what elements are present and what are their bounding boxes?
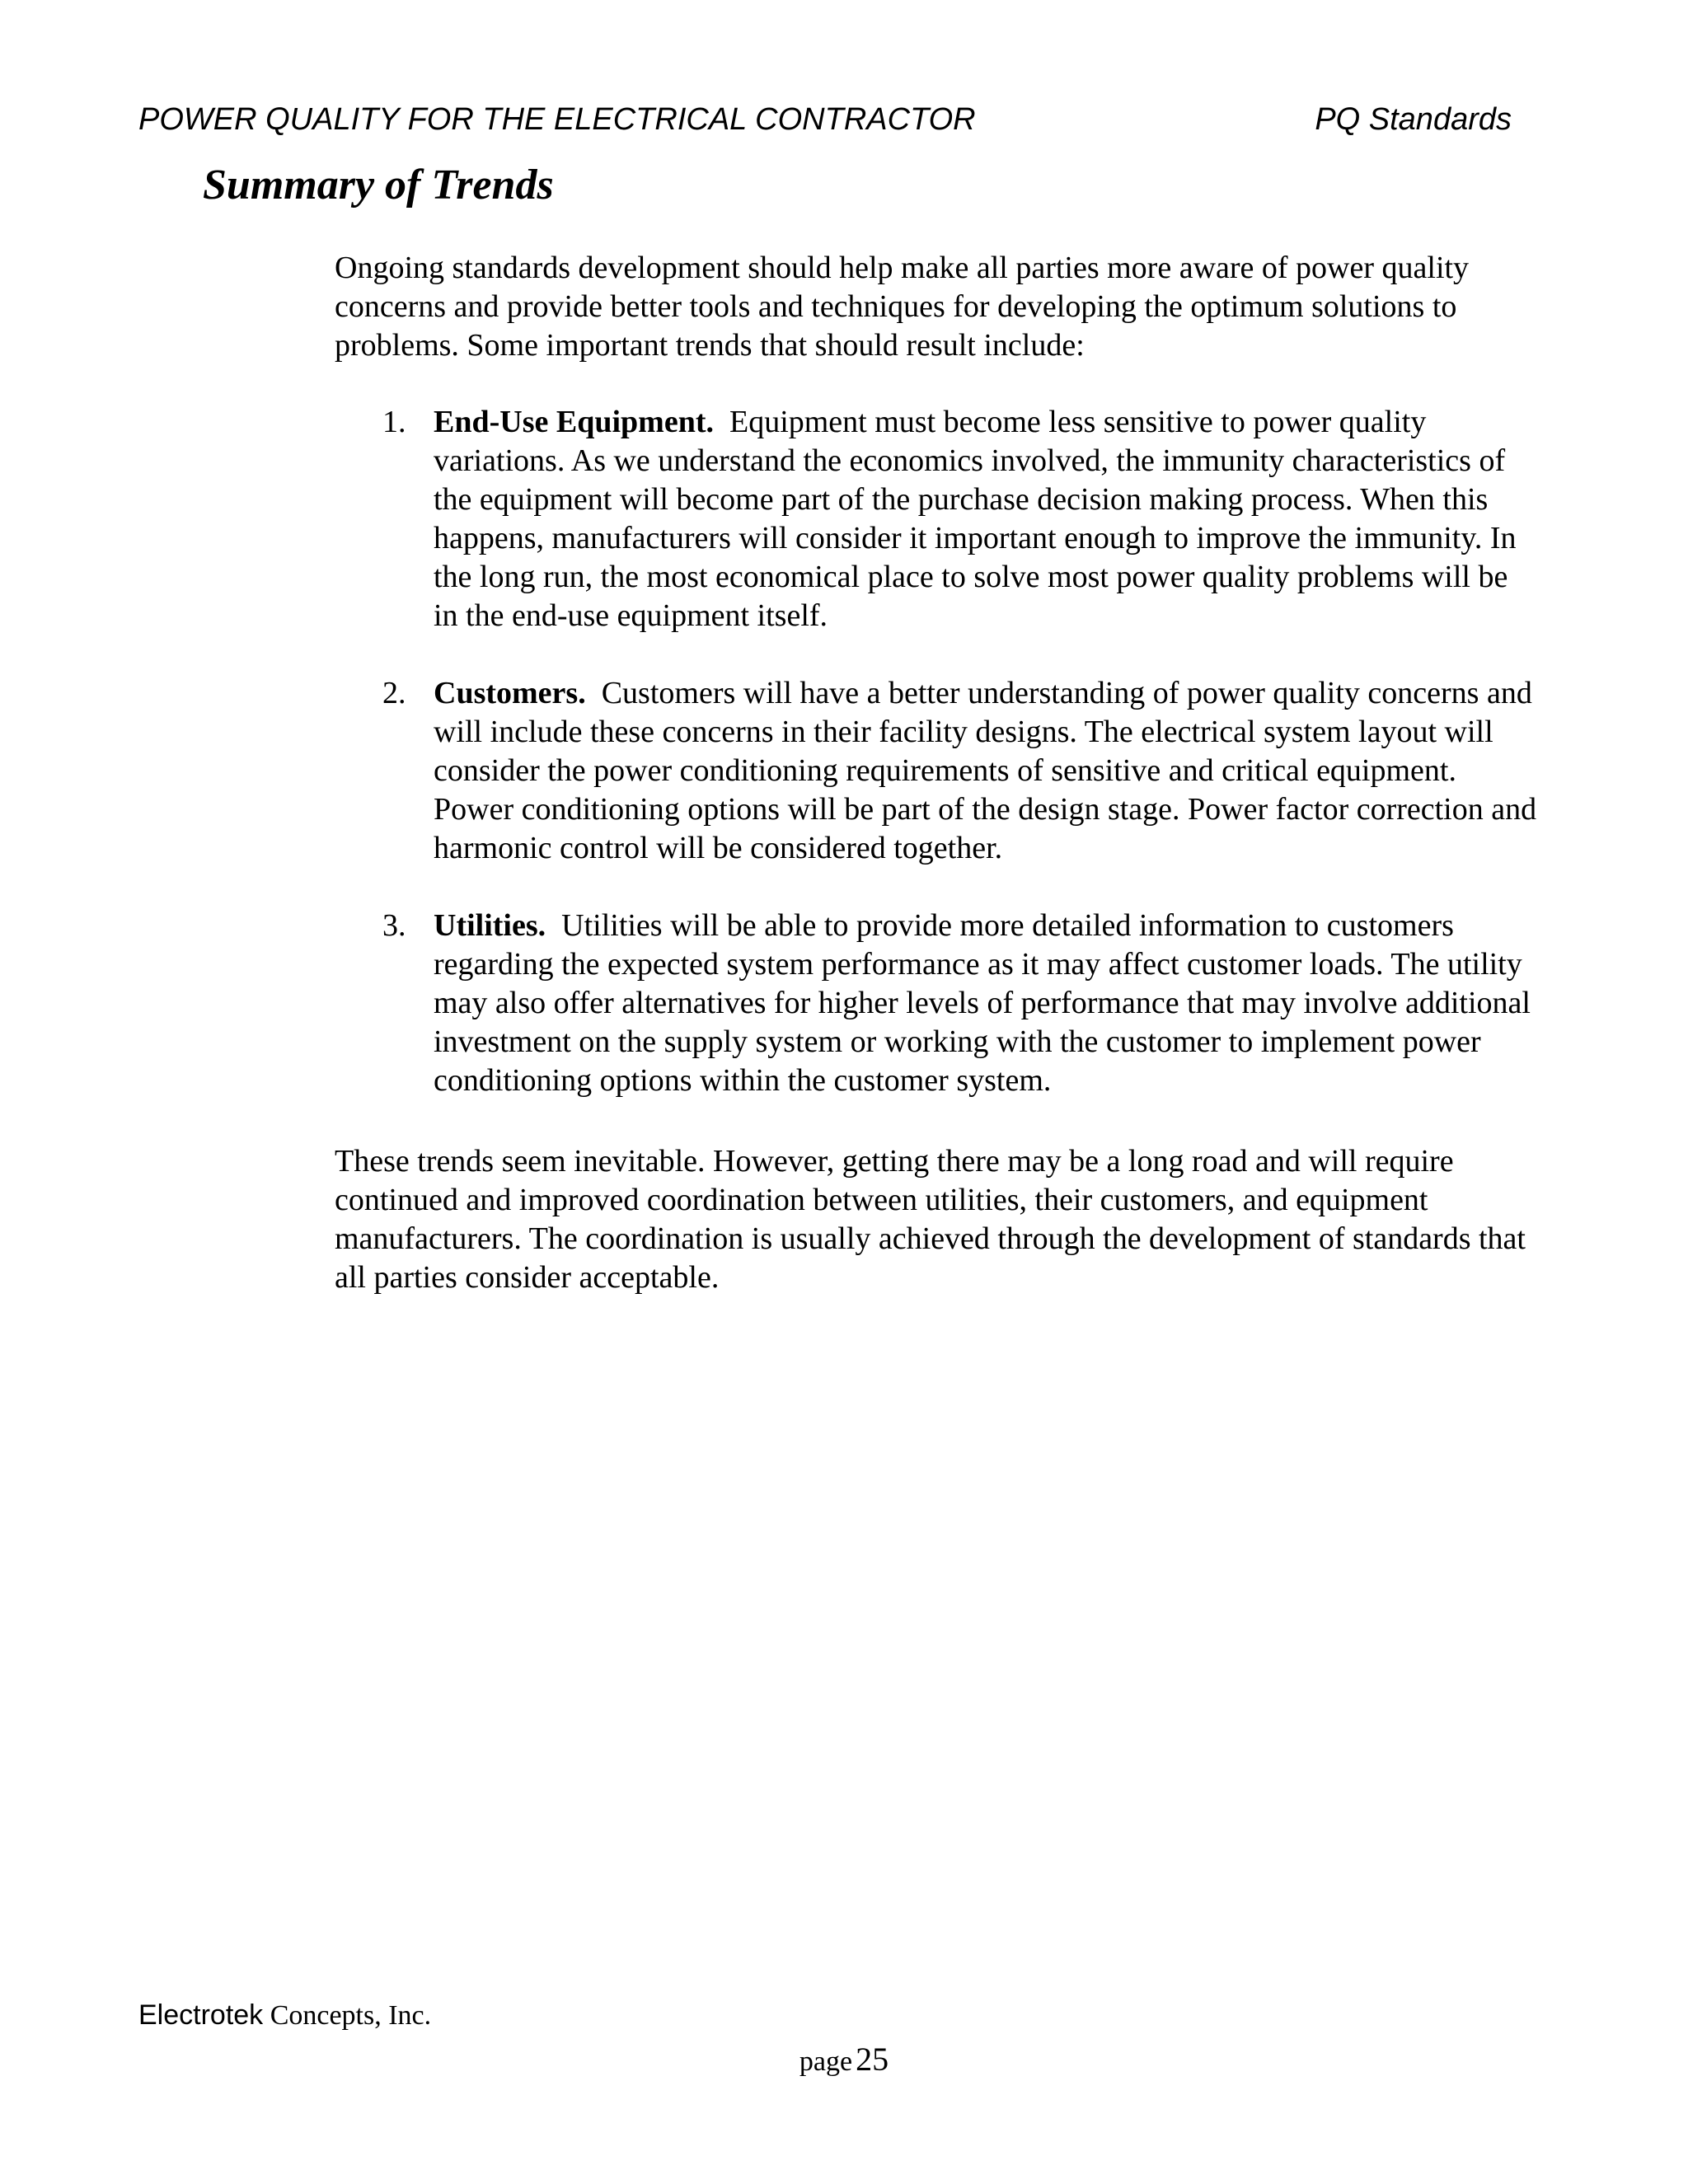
trend-item-utilities bbox=[335, 907, 1538, 1100]
trend-text: Equipment must become less sensitive to power quality variations. As we understand the economics involved, the immunity characteristics of the equipment will become part of the purchase decision making process. When this happens, manufacturers will consider it important enough to improve the immunity. In the long run, the most economical place to solve most power quality problems will be in the end-use equipment itself. bbox=[434, 405, 1517, 633]
footer-company bbox=[138, 1996, 431, 2035]
trend-lead: Customers. bbox=[434, 676, 586, 710]
trend-lead: Utilities. bbox=[434, 908, 546, 943]
trend-number: 2. bbox=[382, 676, 406, 710]
page-word: page bbox=[799, 2046, 853, 2077]
company-suffix: Concepts, Inc. bbox=[270, 2000, 432, 2031]
document-title: POWER QUALITY FOR THE ELECTRICAL CONTRACTOR bbox=[138, 102, 976, 137]
section-name: PQ Standards bbox=[1315, 102, 1512, 137]
trend-number: 1. bbox=[382, 405, 406, 439]
trend-number: 3. bbox=[382, 908, 406, 943]
section-heading: Summary of Trends bbox=[203, 162, 554, 209]
trend-text: Customers will have a better understanding of power quality concerns and will include these concerns in their facility designs. The electrical system layout will consider the power conditioning requirements of sensitive and critical equipment. Power conditioning options will be part of the design stage. Power factor correction and harmonic control will be considered together. bbox=[434, 676, 1537, 865]
running-header bbox=[138, 97, 1512, 142]
intro-paragraph: Ongoing standards development should help make all parties more aware of power quality concerns and provide better tools and techniques for developing the optimum solutions to problems. Some important trends that should result include: bbox=[335, 251, 1470, 363]
trend-item-end-use-equipment bbox=[335, 403, 1538, 635]
page-number bbox=[742, 2041, 946, 2086]
closing-paragraph: These trends seem inevitable. However, getting there may be a long road and will require continued and improved coordination between utilities, their customers, and equipment manufacturers. The coordination is usually achieved through the development of standards that all parties consider acceptable. bbox=[335, 1144, 1526, 1295]
trend-list bbox=[335, 403, 1538, 1139]
trend-lead: End-Use Equipment. bbox=[434, 405, 714, 439]
trend-text: Utilities will be able to provide more detailed information to customers regarding the expected system performance as it may affect customer loads. The utility may also offer alternatives for higher levels of performance that may involve additional investment on the supply system or working with the customer to implement power conditioning options within the customer system. bbox=[434, 908, 1531, 1098]
company-brand: Electrotek bbox=[138, 1999, 264, 2031]
page-digits: 25 bbox=[856, 2041, 889, 2078]
trend-item-customers bbox=[335, 674, 1538, 868]
